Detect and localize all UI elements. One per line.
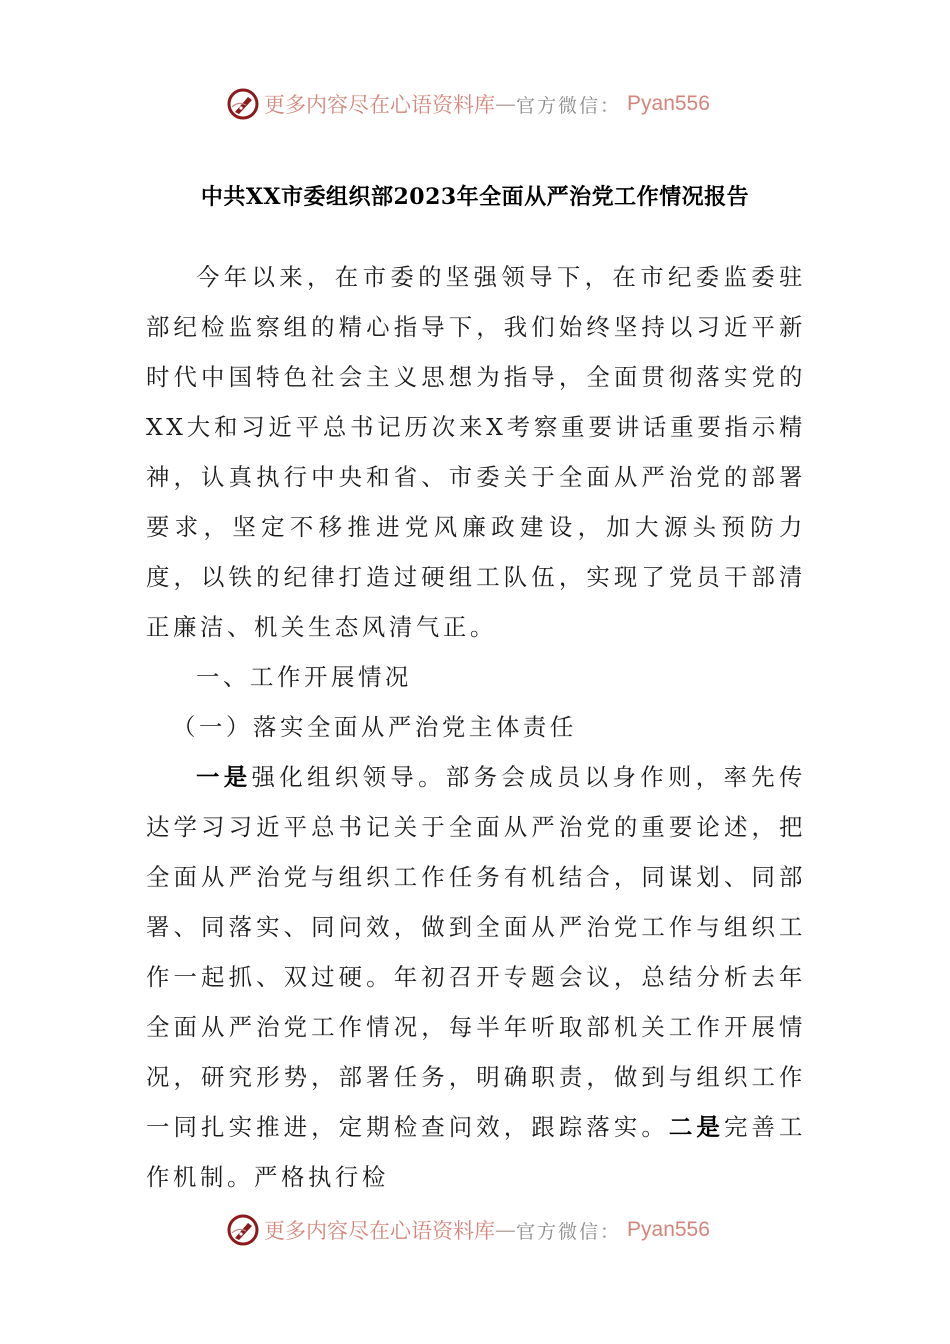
lead-phrase-1: 一是 — [196, 763, 252, 791]
lead-phrase-2: 二是 — [668, 1113, 724, 1141]
watermark-dash: — — [495, 1218, 516, 1242]
subsection-heading: （一）落实全面从严治党主体责任 — [172, 713, 577, 741]
pen-nib-logo-icon — [226, 87, 260, 121]
watermark-wechat-label: 官方微信： — [516, 1220, 622, 1243]
document-title: 中共XX市委组织部2023年全面从严治党工作情况报告 — [200, 184, 750, 210]
footer-watermark — [226, 1210, 710, 1250]
paragraph-text-1: 强化组织领导。部务会成员以身作则，率先传达学习习近平总书记关于全面从严治党的重要论述，把全面从严治党与组织工作任务有机结合，同谋划、同部署、同落实、同问效，做到全面从严治党工作与组织工作一起抓、双过硬。年初召开专题会议，总结分析去年全面从严治党工作情况，每半年听取部机关工作开展情况，研究形势，部署任务，明确职责，做到与组织工作一同扎实推进，定期检查问效，跟踪落实。 — [146, 763, 807, 1141]
document-body — [146, 252, 806, 1202]
body-paragraph — [146, 752, 806, 1202]
watermark-text: 更多内容尽在心语资料库 — [264, 1219, 495, 1243]
watermark-wechat-id: Pyan556 — [627, 92, 710, 115]
intro-paragraph: 今年以来，在市委的坚强领导下，在市纪委监委驻部纪检监察组的精心指导下，我们始终坚持以习近平新时代中国特色社会主义思想为指导，全面贯彻落实党的XX大和习近平总书记历次来X考察重要讲话重要指示精神，认真执行中央和省、市委关于全面从严治党的部署要求，坚定不移推进党风廉政建设，加大源头预防力度，以铁的纪律打造过硬组工队伍，实现了党员干部清正廉洁、机关生态风清气正。 — [146, 263, 806, 641]
pen-nib-logo-icon — [226, 1213, 260, 1247]
watermark-wechat-label: 官方微信： — [516, 94, 622, 117]
watermark-text: 更多内容尽在心语资料库 — [264, 93, 495, 117]
section-heading: 一、工作开展情况 — [196, 663, 412, 691]
watermark-dash: — — [495, 92, 516, 116]
watermark-wechat-id: Pyan556 — [627, 1218, 710, 1241]
paragraph-text-2: 完善工作机制。严格执行检 — [146, 1113, 806, 1191]
header-watermark — [226, 84, 710, 124]
